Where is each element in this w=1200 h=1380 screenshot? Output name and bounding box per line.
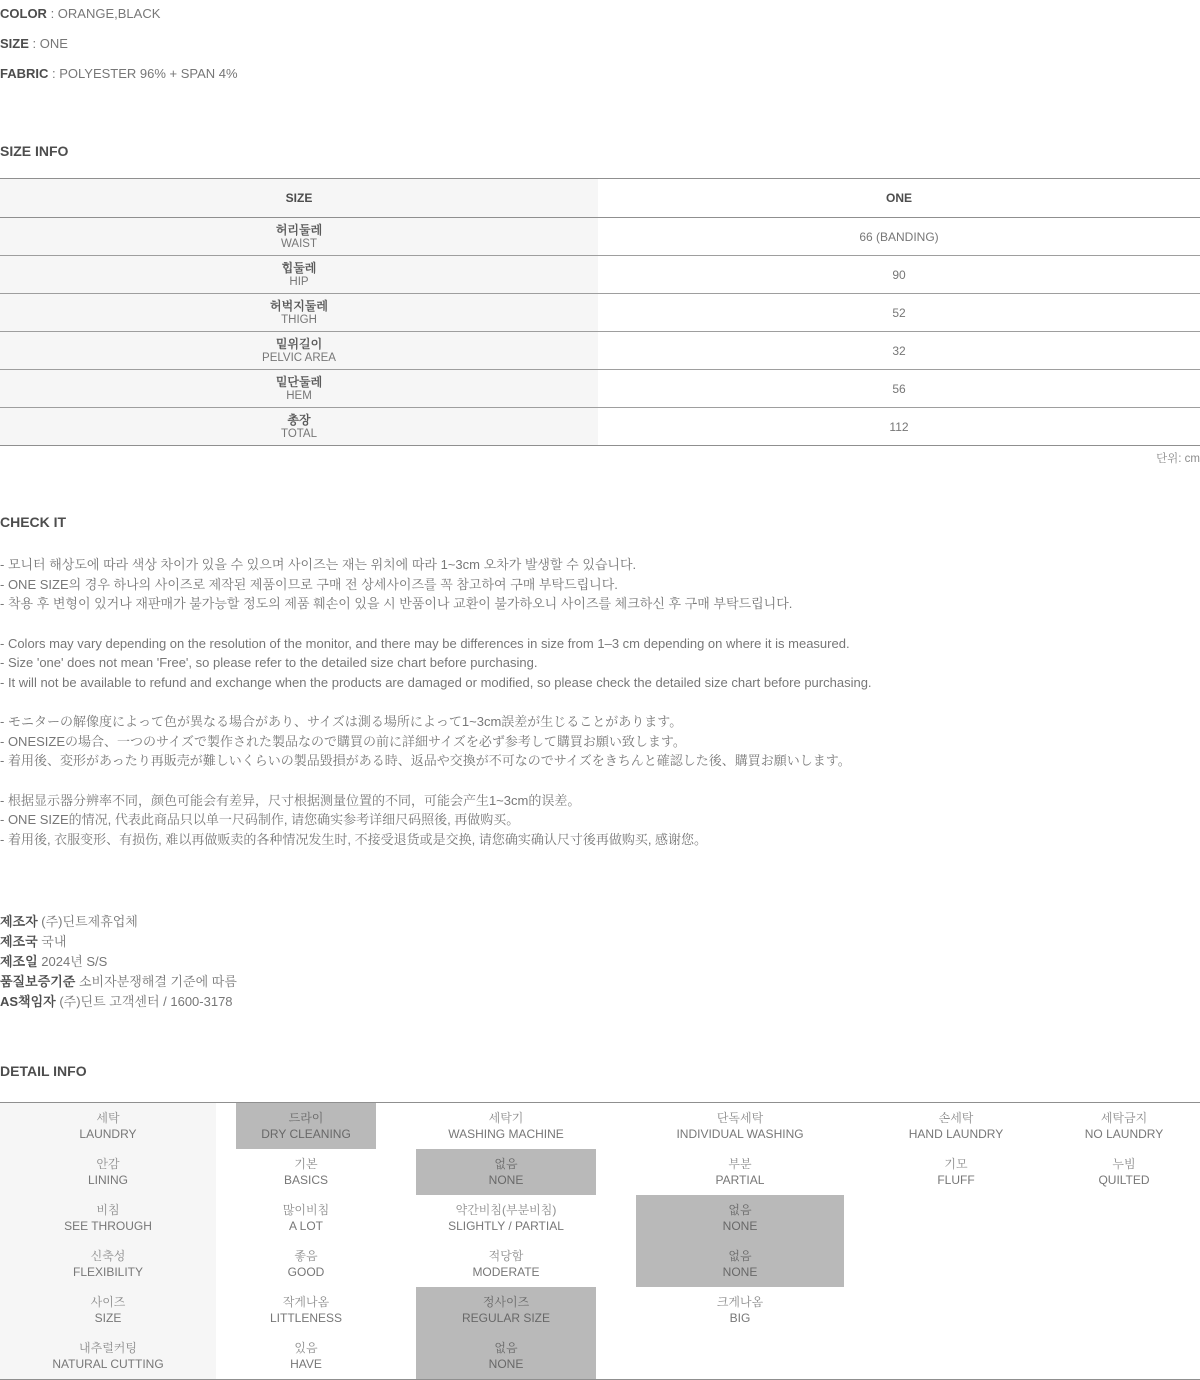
detail-option-hand-laundry [864, 1103, 1048, 1149]
cell-kr: 신축성 [90, 1248, 126, 1263]
cell-kr: 내추럴커팅 [79, 1340, 137, 1355]
row-value: 90 [892, 267, 906, 282]
cell-kr: 좋음 [294, 1248, 318, 1263]
row-name-kr: 힙둘레 [281, 260, 317, 275]
row-name-kr: 허벅지둘레 [270, 298, 328, 313]
spec-color-value: ORANGE,BLACK [57, 6, 161, 21]
cell-kr: 비침 [96, 1202, 120, 1217]
size-table-header-name: SIZE [0, 179, 598, 218]
detail-option-dry-cleaning-selected [216, 1103, 396, 1149]
cell-en: INDIVIDUAL WASHING [676, 1126, 804, 1141]
detail-cell-empty [864, 1333, 1048, 1379]
size-info-heading: SIZE INFO [0, 143, 69, 159]
detail-cell-empty [1048, 1195, 1200, 1241]
cell-en: REGULAR SIZE [461, 1310, 551, 1325]
cell-kr: 있음 [294, 1340, 318, 1355]
spec-size-line [0, 37, 1200, 51]
cell-en: LAUNDRY [79, 1126, 137, 1141]
detail-category-flexibility [0, 1241, 216, 1287]
manufacturer-block [0, 912, 1200, 1012]
cell-en: HAVE [290, 1356, 322, 1371]
maker-label: 품질보증기준 [0, 974, 76, 989]
maker-line-date [0, 952, 1200, 972]
detail-option-moderate [396, 1241, 616, 1287]
spec-color-line [0, 7, 1200, 21]
cell-kr: 손세탁 [938, 1110, 974, 1125]
maker-line-manufacturer [0, 912, 1200, 932]
cell-en: SIZE [94, 1310, 122, 1325]
check-group-chinese [0, 791, 1200, 850]
size-table-header-value: ONE [885, 191, 912, 205]
maker-line-country [0, 932, 1200, 952]
cell-kr: 없음 [728, 1248, 752, 1263]
unit-note: 단위: cm [1156, 453, 1200, 465]
spec-fabric-line [0, 67, 1200, 81]
row-name-en: HIP [289, 275, 309, 288]
cell-en: DRY CLEANING [261, 1126, 351, 1141]
detail-category-laundry [0, 1103, 216, 1149]
check-line: - 着用後, 衣服变形、有损伤, 难以再做贩卖的各种情况发生时, 不接受退货或是交换, 请您确实确认尺寸後再做购买, 感谢您。 [0, 831, 708, 847]
cell-en: NONE [722, 1218, 758, 1233]
detail-option-a-lot [216, 1195, 396, 1241]
row-name-kr: 총장 [287, 412, 311, 427]
maker-value: 2024년 S/S [37, 954, 108, 969]
row-name-en: TOTAL [281, 427, 317, 440]
cell-kr: 약간비침(부분비침) [455, 1202, 557, 1217]
cell-en: NONE [488, 1356, 524, 1371]
detail-cell-empty [616, 1333, 864, 1379]
detail-option-basics [216, 1149, 396, 1195]
cell-kr: 기모 [944, 1156, 968, 1171]
detail-option-individual-washing [616, 1103, 864, 1149]
detail-cell-empty [1048, 1287, 1200, 1333]
detail-category-natural-cutting [0, 1333, 216, 1379]
check-line: - Colors may vary depending on the resolution of the monitor, and there may be differences in size from 1–3 cm depending on where it is measured. [0, 635, 850, 651]
table-row-total [0, 408, 1200, 446]
cell-en: A LOT [288, 1218, 323, 1233]
cell-en: LINING [87, 1172, 128, 1187]
cell-en: NO LAUNDRY [1084, 1126, 1164, 1141]
maker-label: AS책임자 [0, 994, 56, 1009]
size-table-header-row [0, 179, 1200, 218]
spec-size-sep: : [28, 36, 40, 51]
cell-kr: 세탁금지 [1100, 1110, 1148, 1125]
cell-kr: 없음 [494, 1156, 518, 1171]
row-value: 66 (BANDING) [859, 229, 939, 244]
maker-value: 국내 [37, 934, 67, 949]
cell-kr: 기본 [294, 1156, 318, 1171]
cell-kr: 세탁 [96, 1110, 120, 1125]
table-row-thigh [0, 294, 1200, 332]
spec-fabric-sep: : [48, 66, 60, 81]
row-name-kr: 허리둘레 [275, 222, 323, 237]
detail-cell-empty [864, 1241, 1048, 1287]
table-row-hem [0, 370, 1200, 408]
check-line: - 着用後、変形があったり再販売が難しいくらいの製品毀損がある時、返品や交換が不可なのでサイズをきちんと確認した後、購買お願いします。 [0, 753, 851, 768]
check-it-block [0, 555, 1200, 849]
row-name-en: PELVIC AREA [262, 351, 336, 364]
cell-en: QUILTED [1098, 1172, 1150, 1187]
cell-kr: 단독세탁 [716, 1110, 764, 1125]
check-line: - ONE SIZE的情况, 代表此商品只以单一尺码制作, 请您确实参考详细尺码照後, 再做购买。 [0, 812, 520, 827]
check-line: - ONESIZEの場合、一つのサイズで製作された製品なので購買の前に詳細サイズを必ず参考して購買お願い致します。 [0, 733, 686, 749]
detail-option-big [616, 1287, 864, 1333]
check-line: - ONE SIZE의 경우 하나의 사이즈로 제작된 제품이므로 구매 전 상세사이즈를 꼭 참고하여 구매 부탁드립니다. [0, 576, 618, 592]
detail-option-have [216, 1333, 396, 1379]
detail-cell-empty [1048, 1333, 1200, 1379]
detail-cell-empty [864, 1195, 1048, 1241]
cell-en: PARTIAL [715, 1172, 765, 1187]
detail-option-littleness [216, 1287, 396, 1333]
detail-option-regular-size-selected [396, 1287, 616, 1333]
check-line: - 根据显示器分辨率不同，颜色可能会有差异，尺寸根据测量位置的不同，可能会产生1~3cm的误差。 [0, 792, 581, 808]
cell-kr: 많이비침 [282, 1202, 330, 1217]
cell-kr: 크게나옴 [716, 1294, 764, 1309]
row-value: 112 [889, 419, 909, 434]
cell-kr: 드라이 [288, 1110, 324, 1125]
maker-label: 제조국 [0, 934, 38, 949]
detail-info-heading: DETAIL INFO [0, 1063, 87, 1079]
detail-option-quilted [1048, 1149, 1200, 1195]
cell-en: SLIGHTLY / PARTIAL [448, 1218, 564, 1233]
cell-kr: 없음 [494, 1340, 518, 1355]
detail-option-fluff [864, 1149, 1048, 1195]
spec-size-value: ONE [39, 36, 68, 51]
spec-fabric-value: POLYESTER 96% + SPAN 4% [59, 66, 238, 81]
cell-en: WASHING MACHINE [448, 1126, 564, 1141]
cell-kr: 세탁기 [488, 1110, 524, 1125]
cell-kr: 사이즈 [90, 1294, 126, 1309]
cell-en: NATURAL CUTTING [52, 1356, 164, 1371]
detail-option-lining-none-selected [396, 1149, 616, 1195]
detail-option-flexibility-none-selected [616, 1241, 864, 1287]
cell-en: NONE [488, 1172, 524, 1187]
detail-option-partial [616, 1149, 864, 1195]
check-line: - Size 'one' does not mean 'Free', so please refer to the detailed size chart before purchasing. [0, 655, 538, 670]
cell-kr: 작게나옴 [282, 1294, 330, 1309]
cell-kr: 없음 [728, 1202, 752, 1217]
check-line: - モニターの解像度によって色が異なる場合があり、サイズは測る場所によって1~3cm誤差が生じることがあります。 [0, 714, 683, 729]
maker-value: 소비자분쟁해결 기준에 따름 [75, 974, 237, 989]
maker-value: (주)딘트제휴업체 [37, 914, 138, 929]
detail-option-good [216, 1241, 396, 1287]
spec-color-label: COLOR [0, 6, 47, 21]
cell-kr: 적당함 [488, 1248, 524, 1263]
detail-option-washing-machine [396, 1103, 616, 1149]
spec-size-label: SIZE [0, 36, 29, 51]
row-value: 32 [892, 343, 906, 358]
cell-kr: 부분 [728, 1156, 752, 1171]
cell-en: GOOD [287, 1264, 325, 1279]
detail-cell-empty [1048, 1241, 1200, 1287]
detail-category-lining [0, 1149, 216, 1195]
detail-category-size [0, 1287, 216, 1333]
cell-kr: 누빔 [1112, 1156, 1136, 1171]
cell-en: MODERATE [472, 1264, 540, 1279]
size-info-table [0, 178, 1200, 446]
cell-en: FLUFF [937, 1172, 975, 1187]
row-name-en: WAIST [281, 237, 317, 250]
cell-en: BIG [729, 1310, 751, 1325]
detail-option-see-through-none-selected [616, 1195, 864, 1241]
detail-option-no-laundry [1048, 1103, 1200, 1149]
maker-label: 제조일 [0, 954, 38, 969]
spec-fabric-label: FABRIC [0, 66, 49, 81]
cell-en: NONE [722, 1264, 758, 1279]
spec-color-sep: : [46, 6, 58, 21]
maker-value: (주)딘트 고객센터 / 1600-3178 [55, 994, 233, 1009]
check-group-korean [0, 555, 1200, 614]
maker-line-warranty [0, 972, 1200, 992]
detail-cell-empty [864, 1287, 1048, 1333]
row-name-kr: 밑단둘레 [275, 374, 323, 389]
table-row-waist [0, 218, 1200, 256]
row-name-en: THIGH [281, 313, 317, 326]
detail-info-grid [0, 1102, 1200, 1380]
row-value: 56 [892, 381, 906, 396]
check-group-english [0, 634, 1200, 693]
cell-en: BASICS [283, 1172, 328, 1187]
detail-option-natural-cutting-none-selected [396, 1333, 616, 1379]
check-line: - 착용 후 변형이 있거나 재판매가 불가능할 정도의 제품 훼손이 있을 시 반품이나 교환이 불가하오니 사이즈를 체크하신 후 구매 부탁드립니다. [0, 596, 793, 611]
check-line: - 모니터 해상도에 따라 색상 차이가 있을 수 있으며 사이즈는 재는 위치에 따라 1~3cm 오차가 발생할 수 있습니다. [0, 557, 637, 572]
check-group-japanese [0, 712, 1200, 771]
cell-en: FLEXIBILITY [72, 1264, 144, 1279]
detail-category-see-through [0, 1195, 216, 1241]
cell-kr: 정사이즈 [482, 1294, 530, 1309]
table-row-hip [0, 256, 1200, 294]
detail-option-slightly-partial [396, 1195, 616, 1241]
row-name-en: HEM [286, 389, 312, 402]
maker-label: 제조자 [0, 914, 38, 929]
check-line: - It will not be available to refund and exchange when the products are damaged or modified, so please check the detailed size chart before purchasing. [0, 674, 872, 690]
cell-en: HAND LAUNDRY [908, 1126, 1004, 1141]
row-value: 52 [892, 305, 906, 320]
cell-en: SEE THROUGH [64, 1218, 152, 1233]
row-name-kr: 밑위길이 [275, 336, 323, 351]
cell-en: LITTLENESS [269, 1310, 343, 1325]
table-row-pelvic-area [0, 332, 1200, 370]
maker-line-as [0, 992, 1200, 1012]
cell-kr: 안감 [96, 1156, 120, 1171]
check-it-heading: CHECK IT [0, 514, 67, 530]
